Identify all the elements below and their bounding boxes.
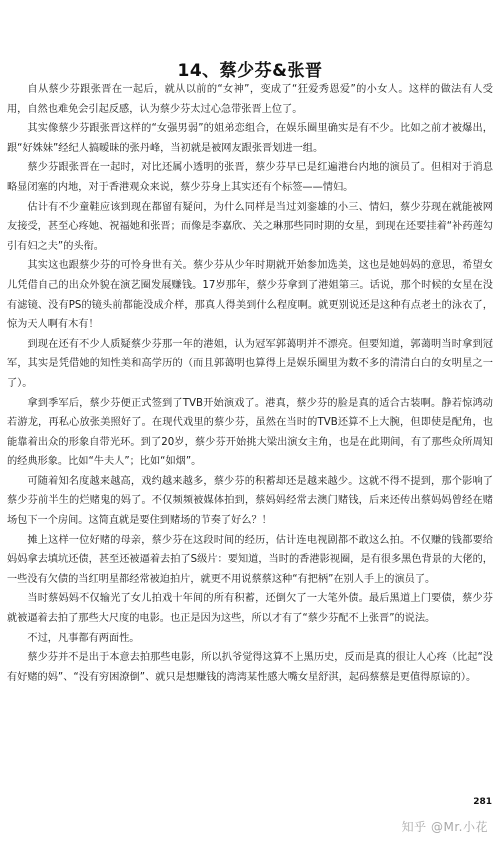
page-number: 281	[473, 797, 492, 807]
paragraph: 不过，凡事都有两面性。	[27, 632, 140, 644]
paragraph: 摊上这样一位好赌的母亲，蔡少芬在这段时间的经历，估计连电视剧都不敢这么拍。不仅赚的钱都要给妈妈拿去填坑还债，甚至还被逼着去拍了S级片：要知道，当时的香港影视圈，是有很多黑色背景的大佬的，一些没有欠债的当红明星都经常被迫拍片，就更不用说蔡蔡这种“有把柄”在别人手上的演员了。	[7, 534, 493, 585]
paragraph: 蔡少芬跟张晋在一起时，对比还属小透明的张晋，蔡少芬早已是红遍港台内地的演员了。但相对于消息略显闭塞的内地，对于香港观众来说，蔡少芬身上其实还有个标签——情妇。	[7, 162, 493, 193]
paragraph: 拿到季军后，蔡少芬便正式签到了TVB开始演戏了。港真，蔡少芬的脸是真的适合古装啊。静若惊鸿动若游龙，再私心放张美照好了。在现代戏里的蔡少芬，虽然在当时的TVB还算不上大腕，但即使是配角，也能靠着出众的形象自带光环。到了20岁，蔡少芬开始挑大梁出演女主角，也是在此期间，有了那些众所周知的经典形象。比如“牛夫人”；比如“如烟”。	[7, 397, 493, 468]
paragraph: 其实这也跟蔡少芬的可怜身世有关。蔡少芬从少年时期就开始参加选美，这也是她妈妈的意思，希望女儿凭借自己的出众外貌在演艺圈发展赚钱。17岁那年，蔡少芬拿到了港姐第三。话说，那个时候的女星在没有滤镜、没有PS的镜头前都能没成介样，那真人得美到什么程度啊。就更别说还是这种有点老土的泳衣了，惊为天人啊有木有！	[7, 260, 493, 331]
source-watermark: 知乎 @Mr.小花	[401, 820, 488, 834]
paragraph: 当时蔡妈妈不仅输光了女儿拍戏十年间的所有积蓄，还倒欠了一大笔外债。最后黑道上门要债，蔡少芬就被逼着去拍了那些大尺度的电影。也正是因为这些，所以才有了“蔡少芬配不上张晋”的说法。	[7, 593, 493, 625]
paragraph: 其实像蔡少芬跟张晋这样的“女强男弱”的姐弟恋组合，在娱乐圈里确实是有不少。比如之前才被爆出，跟“好姝妹”经纪人搞暧昧的张丹峰，当初就是被网友跟张晋划进一组。	[7, 123, 493, 154]
article-title: 14、蔡少芬&张晋	[177, 61, 323, 82]
paragraph: 可随着知名度越来越高，戏约越来越多，蔡少芬的积蓄却还是越来越少。这就不得不提到，那个影响了蔡少芬前半生的烂赌鬼的妈了。不仅频频被媒体拍到，蔡妈妈经常去澳门赌钱，后来还传出蔡妈妈曾经在赌场包下一个房间。这简直就是要住到赌场的节奏了好么？！	[7, 475, 493, 527]
paragraph: 到现在还有不少人质疑蔡少芬那一年的港姐，认为冠军郭蔼明并不漂亮。但要知道，郭蔼明当时拿到冠军，其实是凭借她的知性美和高学历的（而且郭蔼明也算得上是娱乐圈里为数不多的清清白白的女明星之一了）。	[7, 338, 493, 389]
paragraph: 蔡少芬并不是出于本意去拍那些电影，所以扒爷觉得这算不上黑历史，反而是真的很让人心疼（比起“没有好赌的妈”、“没有穷困潦倒”、就只是想赚钱的湾湾某性感大嘴女星舒淇，起码蔡蔡是更值得原谅的）。	[7, 652, 493, 683]
paragraph: 自从蔡少芬跟张晋在一起后，就从以前的“女神”，变成了“狂爱秀恩爱”的小女人。这样的做法有人受用，自然也难免会引起反感，认为蔡少芬太过心急带张晋上位了。	[7, 84, 493, 115]
article-body	[7, 80, 493, 687]
paragraph: 估计有不少童鞋应该到现在都留有疑问，为什么同样是当过刘銮雄的小三、情妇，蔡少芬现在就能被网友接受，甚至心疼她、祝福她和张晋；而像是李嘉欣、关之琳那些同时期的女星，到现在还要挂着“补药莲勾引有妇之夫”的头衔。	[7, 201, 493, 252]
